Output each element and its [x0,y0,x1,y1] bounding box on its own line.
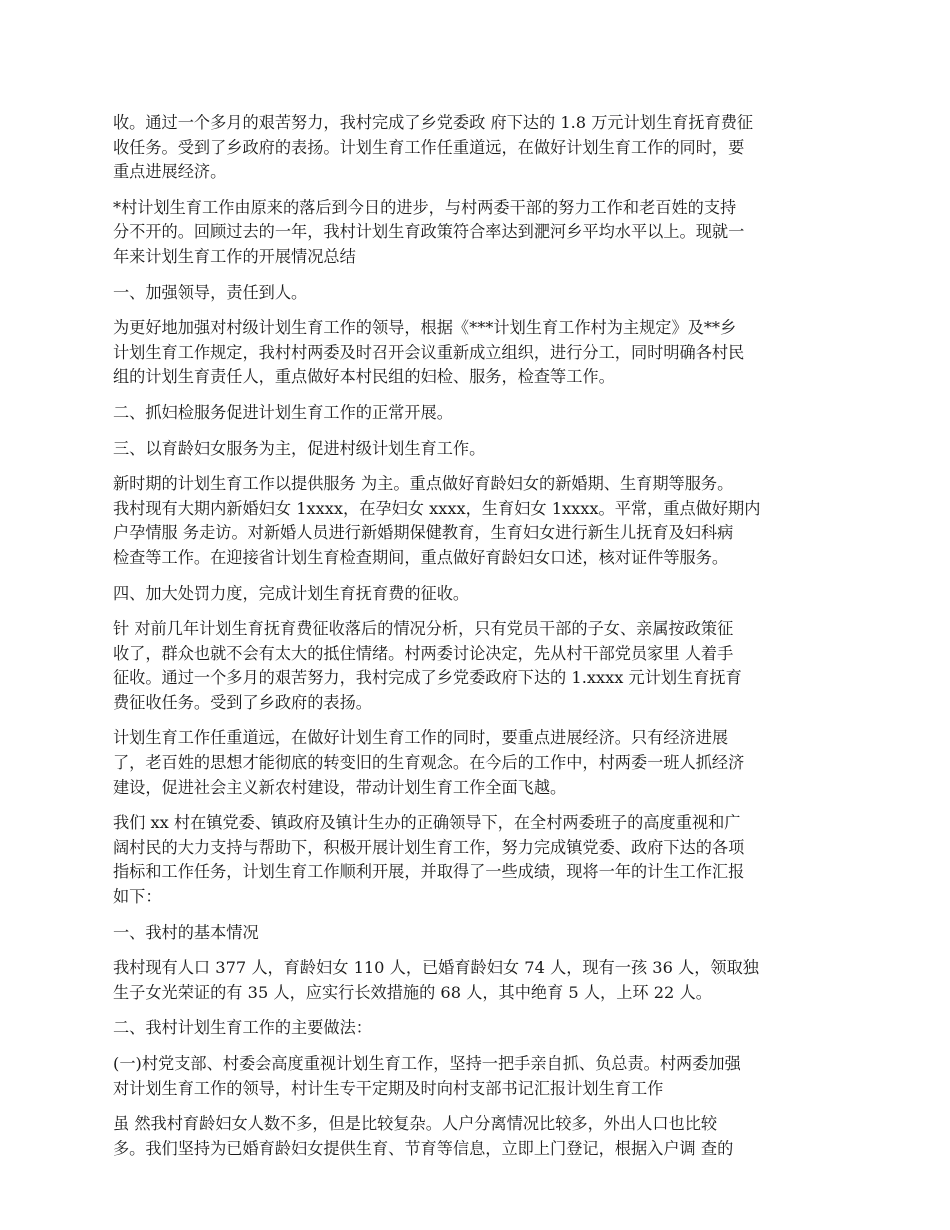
text-line: 收任务。受到了乡政府的表扬。计划生育工作任重道远，在做好计划生育工作的同时，要 [113,137,745,157]
text-line: 生子女光荣证的有 35 人，应实行长效措施的 68 人，其中绝育 5 人，上环 22 人。 [113,982,712,1002]
text-line: 虽 然我村育龄妇女人数不多，但是比较复杂。人户分离情况比较多，外出人口也比较 [113,1114,718,1134]
text-line: 检查等工作。在迎接省计划生育检查期间，重点做好育龄妇女口述，核对证件等服务。 [113,547,729,567]
paragraph [113,617,841,715]
paragraph [113,1112,841,1161]
text-line: 年来计划生育工作的开展情况总结 [113,246,356,266]
text-line: 户孕情服 务走访。对新婚人员进行新婚期保健教育，生育妇女进行新生儿抚育及妇科病 [113,523,734,543]
paragraph [113,1052,841,1101]
paragraph [113,316,841,390]
text-line: 如下： [113,887,162,907]
text-line: 收了，群众也就不会有太大的抵住情绪。村两委讨论决定，先从村干部党员家里 人着手 [113,643,734,663]
text-line: 费征收任务。受到了乡政府的表扬。 [113,692,372,712]
text-line: 分不开的。回顾过去的一年，我村计划生育政策符合率达到淝河乡平均水平以上。现就一 [113,222,745,242]
text-line: 计划生育工作任重道远，在做好计划生育工作的同时，要重点进展经济。只有经济进展 [113,728,729,748]
text-line: *村计划生育工作由原来的落后到今日的进步，与村两委干部的努力工作和老百姓的支持 [113,197,737,217]
text-line: 了，老百姓的思想才能彻底的转变旧的生育观念。在今后的工作中，村两委一班人抓经济 [113,753,745,773]
text-line: 指标和工作任务，计划生育工作顺利开展，并取得了一些成绩，现将一年的计生工作汇报 [113,862,745,882]
paragraph [113,111,841,185]
paragraph [113,726,841,800]
paragraph [113,1016,841,1041]
text-line: 为更好地加强对村级计划生育工作的领导，根据《***计划生育工作村为主规定》及**乡 [113,318,737,338]
text-line: 二、抓妇检服务促进计划生育工作的正常开展。 [113,402,453,422]
document-body [113,111,841,1172]
text-line: 征收。通过一个多月的艰苦努力，我村完成了乡党委政府下达的 1.xxxx 元计划生育抚育 [113,668,742,688]
text-line: 重点进展经济。 [113,162,227,182]
paragraph [113,811,841,909]
text-line: 多。我们坚持为已婚育龄妇女提供生育、节育等信息，立即上门登记，根据入户调 查的 [113,1138,734,1158]
paragraph [113,956,841,1005]
text-line: 针 对前几年计划生育抚育费征收落后的情况分析，只有党员干部的子女、亲属按政策征 [113,619,734,639]
text-line: 四、加大处罚力度，完成计划生育抚育费的征收。 [113,583,470,603]
text-line: 我村现有大期内新婚妇女 1xxxx，在孕妇女 xxxx，生育妇女 1xxxx。平常，重点做好期内 [113,498,761,518]
text-line: 一、加强领导，责任到人。 [113,282,308,302]
text-line: 新时期的计划生育工作以提供服务 为主。重点做好育龄妇女的新婚期、生育期等服务。 [113,474,734,494]
text-line: 我村现有人口 377 人，育龄妇女 110 人，已婚育龄妇女 74 人，现有一孩 36 人，领取独 [113,958,759,978]
paragraph [113,437,841,462]
paragraph [113,281,841,306]
text-line: 对计划生育工作的领导，村计生专干定期及时向村支部书记汇报计划生育工作 [113,1078,664,1098]
text-line: 二、我村计划生育工作的主要做法： [113,1018,372,1038]
text-line: 一、我村的基本情况 [113,922,259,942]
text-line: 建设，促进社会主义新农村建设，带动计划生育工作全面飞越。 [113,777,567,797]
paragraph [113,401,841,426]
text-line: 阔村民的大力支持与帮助下，积极开展计划生育工作，努力完成镇党委、政府下达的各项 [113,837,745,857]
text-line: 我们 xx 村在镇党委、镇政府及镇计生办的正确领导下，在全村两委班子的高度重视和广 [113,813,741,833]
text-line: 计划生育工作规定，我村村两委及时召开会议重新成立组织，进行分工，同时明确各村民 [113,342,745,362]
text-line: 组的计划生育责任人，重点做好本村民组的妇检、服务，检查等工作。 [113,367,615,387]
paragraph [113,582,841,607]
paragraph [113,472,841,570]
text-line: 收。通过一个多月的艰苦努力，我村完成了乡党委政 府下达的 1.8 万元计划生育抚育费征 [113,113,754,132]
paragraph [113,196,841,270]
text-line: 三、以育龄妇女服务为主，促进村级计划生育工作。 [113,438,486,458]
text-line: (一)村党支部、村委会高度重视计划生育工作，坚持一把手亲自抓、负总责。村两委加强 [113,1054,741,1073]
paragraph [113,921,841,946]
